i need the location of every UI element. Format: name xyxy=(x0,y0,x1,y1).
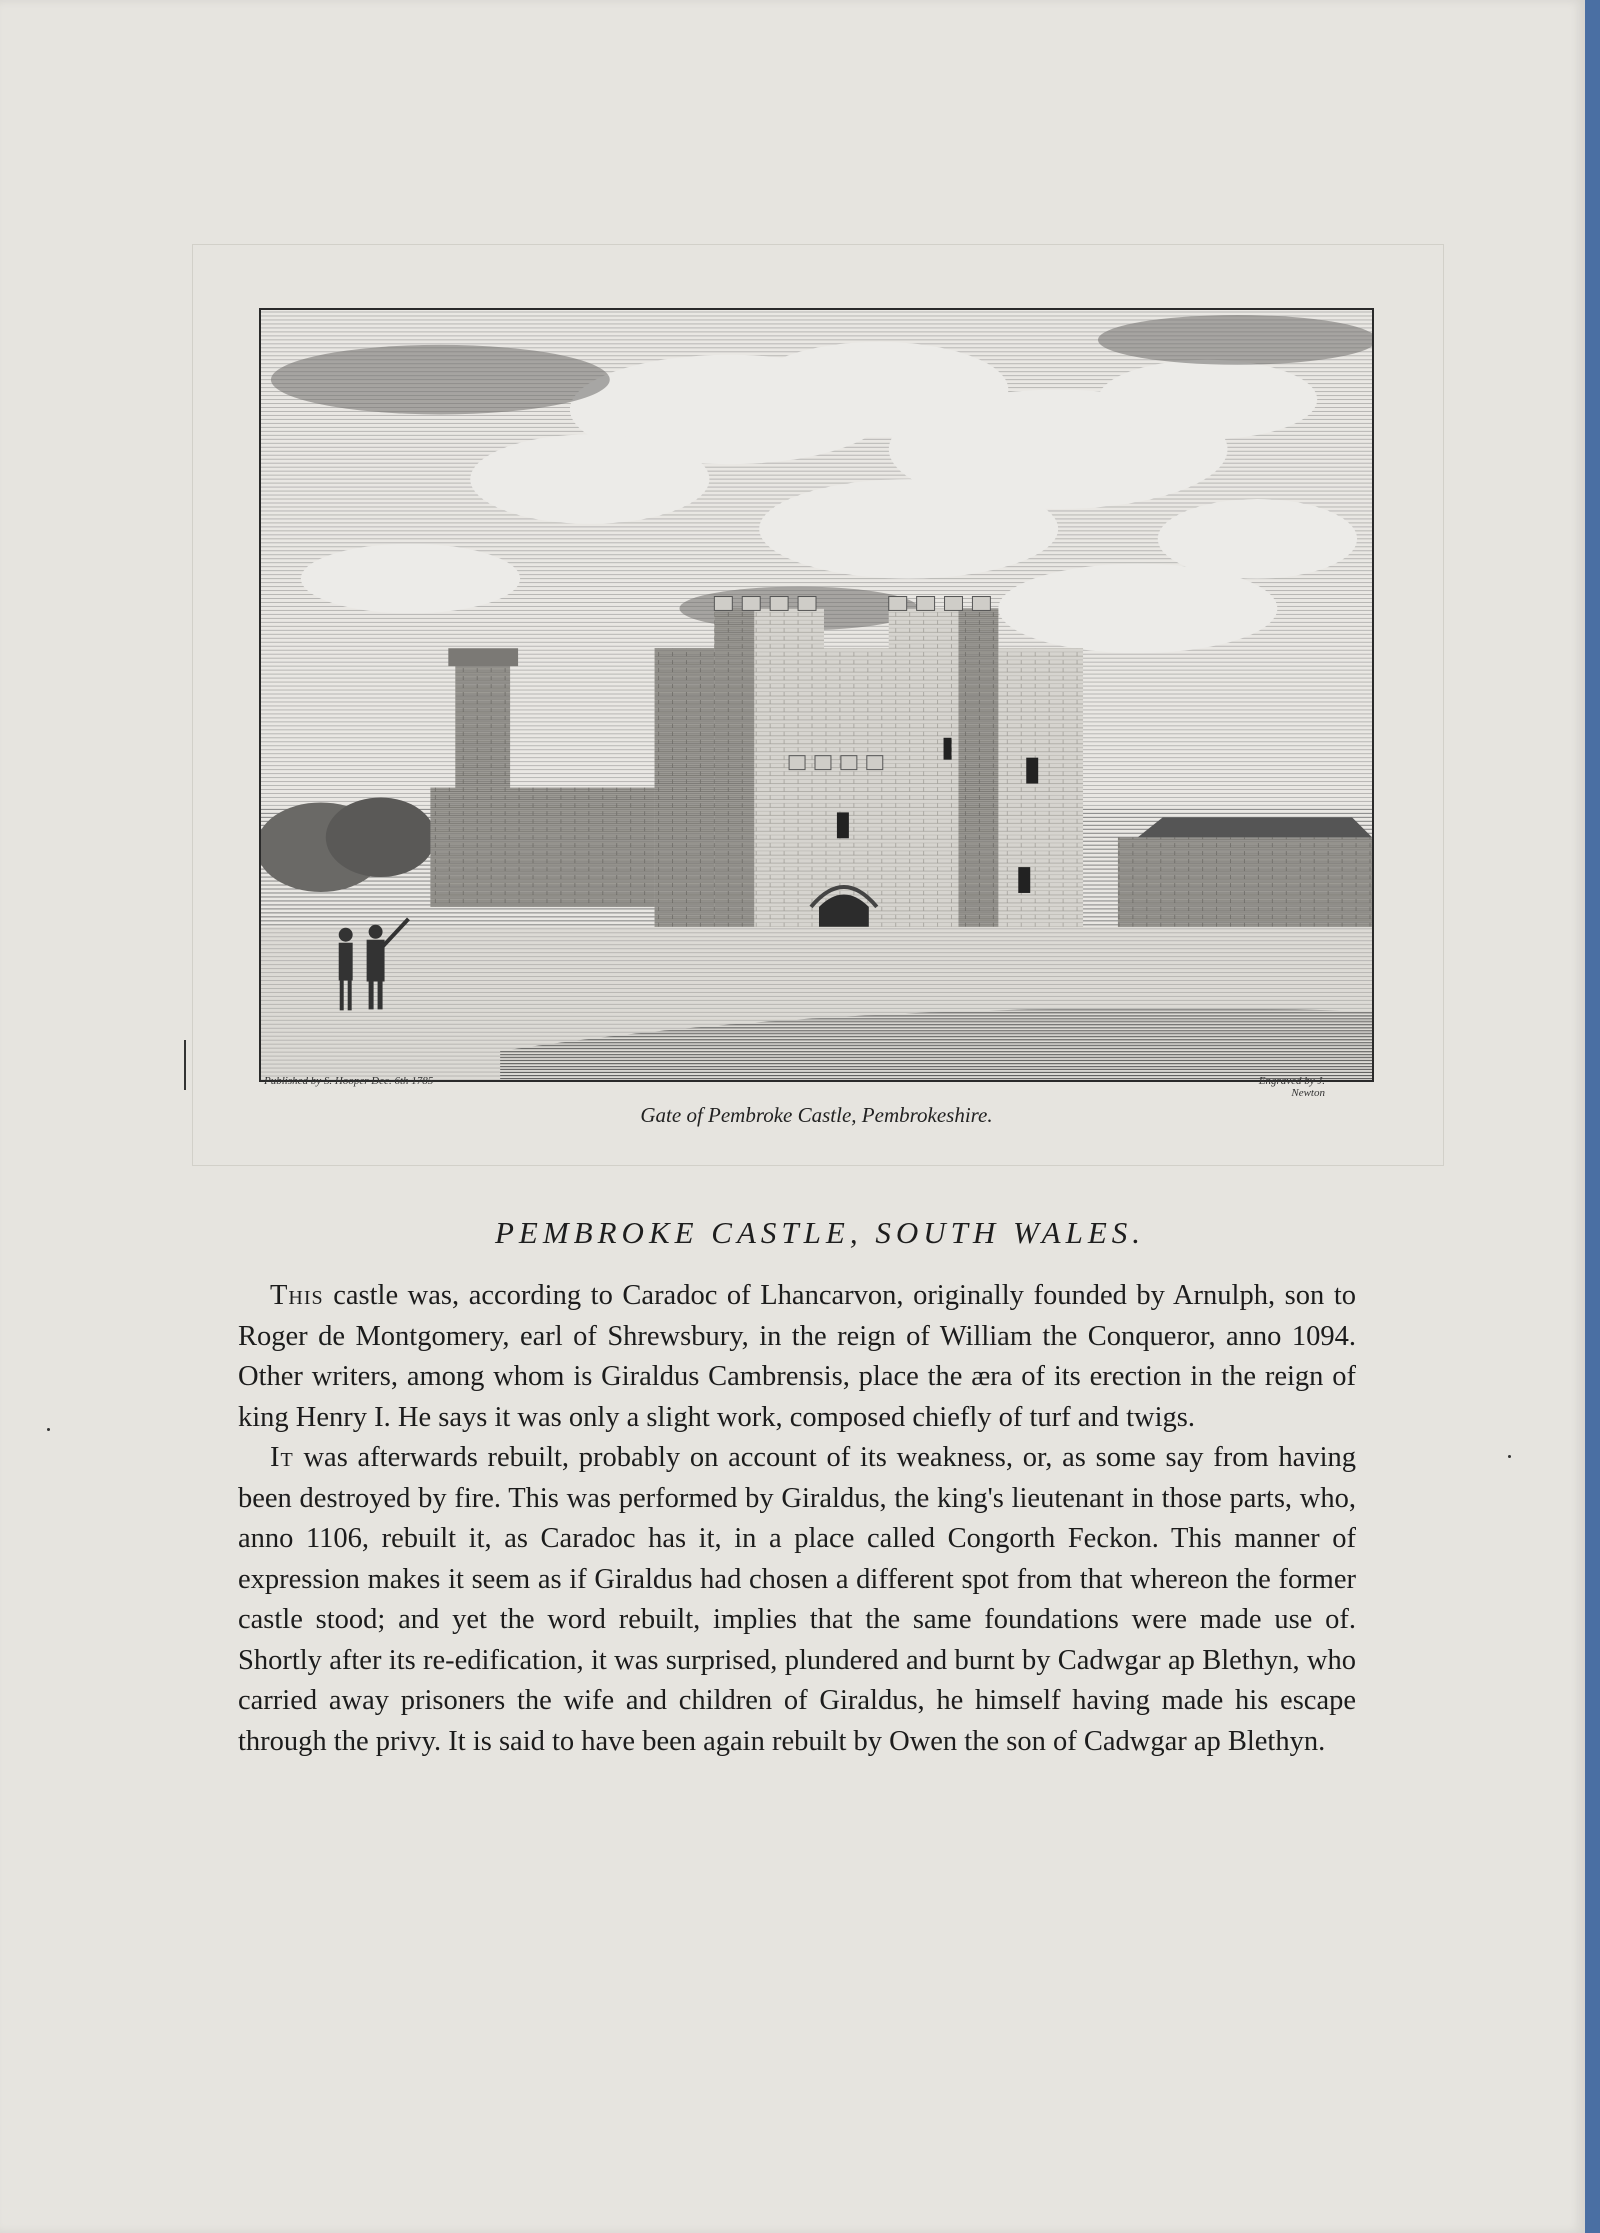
article-body xyxy=(238,1276,1356,1762)
castle-engraving xyxy=(259,308,1374,1082)
paragraph-1-lead: This xyxy=(270,1280,324,1311)
engraving-caption: Gate of Pembroke Castle, Pembrokeshire. xyxy=(640,1103,993,1127)
margin-dot xyxy=(47,1428,50,1431)
paragraph-2-text: was afterwards rebuilt, probably on account of its weakness, or, as some say from having been destroyed by fire. This was performed by Giraldus, the king's lieutenant in those parts, who, anno 1106, rebuilt it, as Caradoc has it, in a place called Congorth Feckon. This manner of expression makes it seem as if Giraldus had chosen a different spot from that whereon the former castle stood; and yet the word rebuilt, implies that the same foundations were made use of. Shortly after its re-edification, it was surprised, plundered and burnt by Cadwgar ap Blethyn, who carried away prisoners the wife and children of Giraldus, he himself having made his escape through the privy. It is said to have been again rebuilt by Owen the son of Cadwgar ap Blethyn. xyxy=(238,1442,1356,1757)
paragraph-2 xyxy=(238,1438,1356,1762)
paragraph-1 xyxy=(238,1276,1356,1438)
paragraph-2-lead: It xyxy=(270,1442,294,1473)
article-title: PEMBROKE CASTLE, SOUTH WALES. xyxy=(494,1215,1146,1250)
margin-dot xyxy=(1508,1455,1511,1458)
engraving-illustration xyxy=(261,310,1372,1080)
engraver-credit: Engraved by J. Newton xyxy=(1258,1075,1325,1099)
paragraph-1-text: castle was, according to Caradoc of Lhancarvon, originally founded by Arnulph, son to Roger de Montgomery, earl of Shrewsbury, in the reign of William the Conqueror, anno 1094. Other writers, among whom is Giraldus Cambrensis, place the æra of its erection in the reign of king Henry I. He says it was only a slight work, composed chiefly of turf and twigs. xyxy=(238,1280,1356,1433)
publisher-credit: Published by S. Hooper Dec. 6th 1785 xyxy=(264,1075,434,1087)
margin-mark xyxy=(184,1040,186,1090)
